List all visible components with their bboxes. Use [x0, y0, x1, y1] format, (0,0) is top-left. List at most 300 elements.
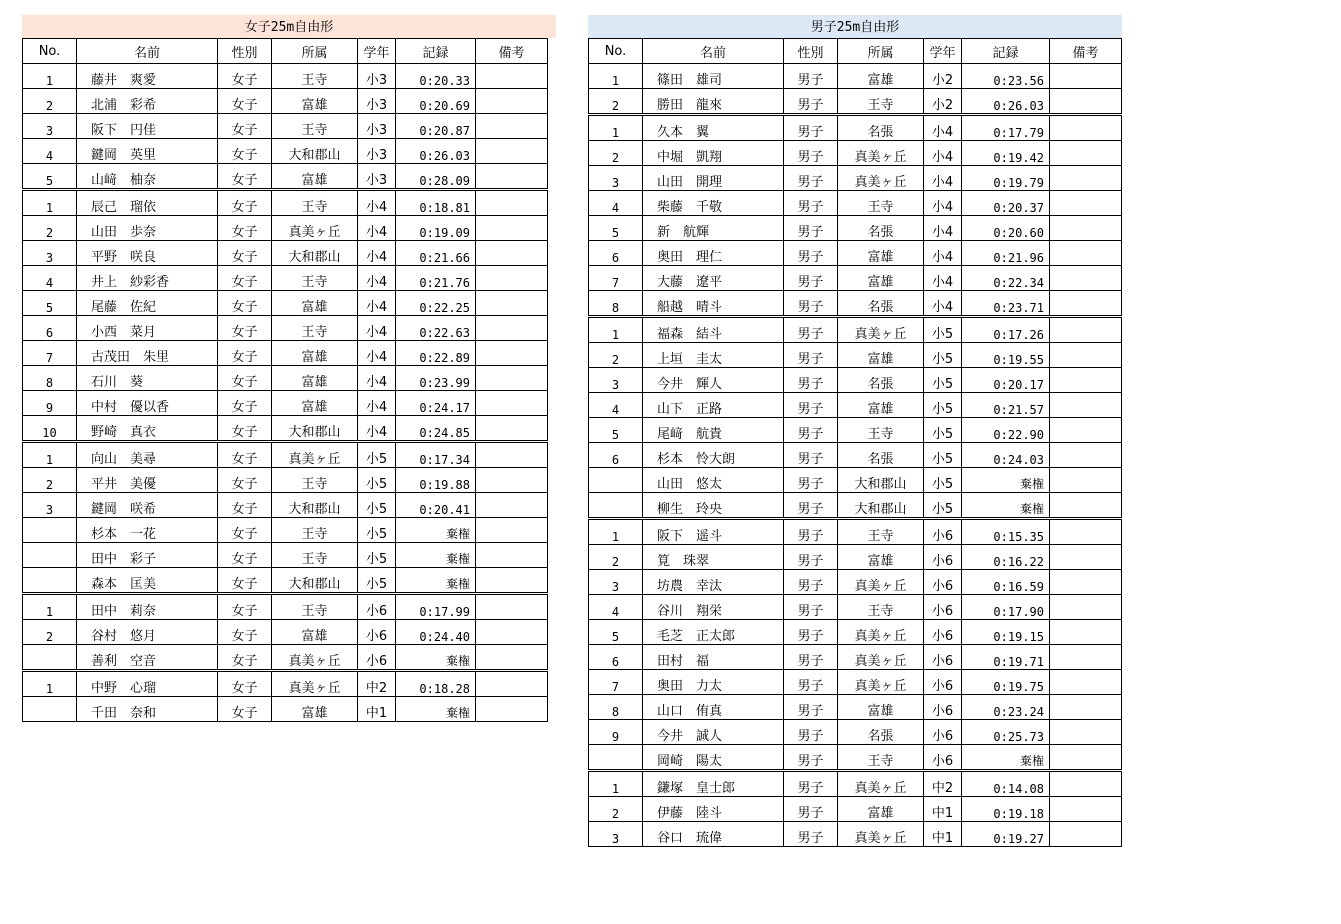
- cell-gender: 男子: [784, 343, 838, 368]
- cell-club: 大和郡山: [272, 568, 358, 594]
- cell-record: 0:28.09: [396, 164, 476, 190]
- cell-gender: 女子: [218, 291, 272, 316]
- cell-remark: [476, 468, 548, 493]
- cell-grade: 小4: [358, 190, 396, 216]
- cell-no: 6: [589, 443, 643, 468]
- cell-record: 0:24.85: [396, 416, 476, 442]
- cell-club: 富雄: [272, 89, 358, 114]
- cell-no: 8: [589, 291, 643, 317]
- cell-name: 鍵岡 咲希: [77, 493, 218, 518]
- cell-club: 富雄: [838, 545, 924, 570]
- cell-no: 2: [589, 545, 643, 570]
- cell-grade: 小5: [924, 317, 962, 343]
- cell-club: 富雄: [272, 620, 358, 645]
- cell-grade: 小6: [358, 645, 396, 671]
- cell-gender: 男子: [784, 115, 838, 141]
- cell-gender: 男子: [784, 720, 838, 745]
- cell-record: 0:21.66: [396, 241, 476, 266]
- table-row: [589, 745, 1122, 771]
- cell-record: 0:23.56: [962, 64, 1050, 89]
- cell-no: 2: [23, 89, 77, 114]
- cell-no: [23, 645, 77, 671]
- cell-remark: [1050, 493, 1122, 519]
- cell-club: 真美ヶ丘: [272, 216, 358, 241]
- cell-name: 阪下 円佳: [77, 114, 218, 139]
- cell-remark: [1050, 519, 1122, 545]
- cell-no: 1: [23, 671, 77, 697]
- cell-remark: [1050, 368, 1122, 393]
- cell-gender: 男子: [784, 822, 838, 847]
- cell-remark: [1050, 620, 1122, 645]
- cell-name: 山﨑 柚奈: [77, 164, 218, 190]
- cell-gender: 女子: [218, 164, 272, 190]
- cell-grade: 小5: [924, 368, 962, 393]
- cell-no: 6: [589, 241, 643, 266]
- girls-table-body: [23, 64, 548, 722]
- cell-club: 大和郡山: [272, 416, 358, 442]
- table-row: [589, 443, 1122, 468]
- cell-gender: 男子: [784, 64, 838, 89]
- cell-gender: 男子: [784, 645, 838, 670]
- table-row: [589, 89, 1122, 115]
- girls-results-table: [22, 38, 548, 722]
- cell-remark: [1050, 317, 1122, 343]
- cell-name: 奥田 理仁: [643, 241, 784, 266]
- cell-name: 尾藤 佐紀: [77, 291, 218, 316]
- cell-name: 石川 葵: [77, 366, 218, 391]
- cell-grade: 小4: [924, 141, 962, 166]
- cell-record: 0:21.76: [396, 266, 476, 291]
- table-row: [589, 64, 1122, 89]
- cell-remark: [1050, 595, 1122, 620]
- cell-name: 谷川 翔栄: [643, 595, 784, 620]
- cell-name: 伊藤 陸斗: [643, 797, 784, 822]
- boys-results-sheet: [588, 15, 1122, 847]
- cell-no: 2: [589, 343, 643, 368]
- cell-no: 7: [23, 341, 77, 366]
- table-row: [589, 620, 1122, 645]
- header-club: 所属: [838, 39, 924, 64]
- cell-club: 王寺: [838, 595, 924, 620]
- table-row: [23, 518, 548, 543]
- cell-grade: 小4: [358, 341, 396, 366]
- table-row: [23, 645, 548, 671]
- table-row: [589, 720, 1122, 745]
- cell-club: 富雄: [272, 291, 358, 316]
- cell-club: 真美ヶ丘: [272, 645, 358, 671]
- cell-club: 名張: [838, 443, 924, 468]
- cell-name: 谷村 悠月: [77, 620, 218, 645]
- header-gender: 性別: [784, 39, 838, 64]
- cell-club: 真美ヶ丘: [838, 166, 924, 191]
- cell-club: 名張: [838, 115, 924, 141]
- cell-name: 山田 悠太: [643, 468, 784, 493]
- cell-gender: 女子: [218, 697, 272, 722]
- cell-name: 船越 晴斗: [643, 291, 784, 317]
- table-row: [589, 595, 1122, 620]
- cell-grade: 中1: [924, 822, 962, 847]
- table-row: [589, 771, 1122, 797]
- cell-record: 0:19.09: [396, 216, 476, 241]
- table-row: [589, 317, 1122, 343]
- cell-record: 0:19.27: [962, 822, 1050, 847]
- cell-name: 篠田 雄司: [643, 64, 784, 89]
- cell-grade: 小6: [358, 620, 396, 645]
- cell-club: 大和郡山: [272, 493, 358, 518]
- cell-name: 柴藤 千敬: [643, 191, 784, 216]
- cell-name: 鍵岡 英里: [77, 139, 218, 164]
- cell-name: 阪下 遥斗: [643, 519, 784, 545]
- cell-remark: [476, 568, 548, 594]
- table-row: [589, 519, 1122, 545]
- table-row: [589, 695, 1122, 720]
- table-row: [23, 341, 548, 366]
- cell-gender: 女子: [218, 266, 272, 291]
- cell-remark: [476, 216, 548, 241]
- cell-no: [589, 468, 643, 493]
- cell-record: 0:24.40: [396, 620, 476, 645]
- cell-remark: [1050, 89, 1122, 115]
- cell-no: 4: [589, 393, 643, 418]
- cell-grade: 小4: [924, 291, 962, 317]
- cell-grade: 中2: [358, 671, 396, 697]
- cell-record: 0:25.73: [962, 720, 1050, 745]
- cell-grade: 小5: [358, 442, 396, 468]
- cell-gender: 女子: [218, 594, 272, 620]
- cell-gender: 女子: [218, 468, 272, 493]
- cell-club: 富雄: [272, 391, 358, 416]
- table-row: [589, 822, 1122, 847]
- cell-club: 富雄: [272, 697, 358, 722]
- cell-record: 0:26.03: [396, 139, 476, 164]
- cell-no: 2: [23, 620, 77, 645]
- cell-grade: 小5: [924, 393, 962, 418]
- cell-gender: 女子: [218, 391, 272, 416]
- cell-name: 福森 結斗: [643, 317, 784, 343]
- cell-name: 筧 珠翠: [643, 545, 784, 570]
- cell-gender: 女子: [218, 216, 272, 241]
- cell-grade: 小3: [358, 114, 396, 139]
- cell-no: 1: [23, 190, 77, 216]
- cell-club: 富雄: [272, 164, 358, 190]
- cell-grade: 小4: [924, 216, 962, 241]
- table-row: [23, 216, 548, 241]
- cell-record: 0:20.41: [396, 493, 476, 518]
- cell-grade: 小4: [358, 266, 396, 291]
- cell-record: 棄権: [396, 568, 476, 594]
- table-row: [589, 291, 1122, 317]
- cell-gender: 男子: [784, 141, 838, 166]
- cell-club: 名張: [838, 368, 924, 393]
- cell-no: 6: [23, 316, 77, 341]
- cell-record: 0:20.69: [396, 89, 476, 114]
- cell-club: 大和郡山: [838, 493, 924, 519]
- cell-name: 鎌塚 皇士郎: [643, 771, 784, 797]
- cell-remark: [1050, 822, 1122, 847]
- cell-record: 0:23.99: [396, 366, 476, 391]
- table-row: [23, 416, 548, 442]
- cell-grade: 小4: [924, 166, 962, 191]
- cell-record: 棄権: [396, 645, 476, 671]
- cell-club: 富雄: [838, 266, 924, 291]
- cell-name: 大藤 遼平: [643, 266, 784, 291]
- cell-no: [23, 518, 77, 543]
- cell-record: 0:19.15: [962, 620, 1050, 645]
- table-row: [23, 493, 548, 518]
- table-row: [589, 368, 1122, 393]
- cell-club: 真美ヶ丘: [838, 317, 924, 343]
- girls-header-row: [23, 39, 548, 64]
- cell-gender: 男子: [784, 443, 838, 468]
- cell-record: 0:22.89: [396, 341, 476, 366]
- cell-name: 今井 誠人: [643, 720, 784, 745]
- table-row: [589, 343, 1122, 368]
- cell-remark: [476, 671, 548, 697]
- table-row: [23, 316, 548, 341]
- cell-club: 真美ヶ丘: [838, 620, 924, 645]
- cell-no: 7: [589, 670, 643, 695]
- boys-results-table: [588, 38, 1122, 847]
- cell-grade: 小3: [358, 64, 396, 89]
- cell-remark: [1050, 393, 1122, 418]
- cell-grade: 小2: [924, 64, 962, 89]
- cell-club: 名張: [838, 720, 924, 745]
- cell-record: 0:17.79: [962, 115, 1050, 141]
- cell-gender: 女子: [218, 671, 272, 697]
- cell-name: 新 航輝: [643, 216, 784, 241]
- cell-grade: 小4: [924, 191, 962, 216]
- cell-club: 王寺: [838, 519, 924, 545]
- cell-gender: 男子: [784, 670, 838, 695]
- cell-grade: 小6: [924, 620, 962, 645]
- cell-club: 王寺: [838, 89, 924, 115]
- cell-remark: [1050, 468, 1122, 493]
- boys-header-row: [589, 39, 1122, 64]
- cell-name: 山田 開理: [643, 166, 784, 191]
- cell-club: 王寺: [272, 316, 358, 341]
- cell-gender: 男子: [784, 620, 838, 645]
- cell-club: 富雄: [272, 366, 358, 391]
- table-row: [23, 697, 548, 722]
- cell-grade: 小6: [924, 745, 962, 771]
- header-record: 記録: [962, 39, 1050, 64]
- cell-name: 田村 福: [643, 645, 784, 670]
- cell-club: 王寺: [272, 266, 358, 291]
- cell-remark: [476, 190, 548, 216]
- cell-grade: 小3: [358, 89, 396, 114]
- cell-record: 0:20.60: [962, 216, 1050, 241]
- cell-remark: [1050, 166, 1122, 191]
- cell-remark: [1050, 191, 1122, 216]
- cell-record: 0:19.55: [962, 343, 1050, 368]
- cell-no: 1: [589, 771, 643, 797]
- cell-grade: 小6: [924, 595, 962, 620]
- header-grade: 学年: [358, 39, 396, 64]
- cell-no: 5: [589, 418, 643, 443]
- cell-name: 坊農 幸汰: [643, 570, 784, 595]
- cell-gender: 男子: [784, 595, 838, 620]
- cell-name: 平野 咲良: [77, 241, 218, 266]
- cell-name: 奥田 力太: [643, 670, 784, 695]
- cell-remark: [476, 442, 548, 468]
- cell-record: 0:14.08: [962, 771, 1050, 797]
- cell-record: 0:24.03: [962, 443, 1050, 468]
- cell-gender: 女子: [218, 89, 272, 114]
- cell-record: 0:16.59: [962, 570, 1050, 595]
- cell-grade: 小4: [924, 266, 962, 291]
- cell-no: 8: [589, 695, 643, 720]
- table-row: [23, 543, 548, 568]
- cell-record: 棄権: [962, 745, 1050, 771]
- table-row: [589, 545, 1122, 570]
- cell-remark: [476, 291, 548, 316]
- cell-remark: [1050, 797, 1122, 822]
- cell-remark: [1050, 141, 1122, 166]
- cell-grade: 小6: [924, 645, 962, 670]
- cell-club: 大和郡山: [272, 139, 358, 164]
- cell-remark: [1050, 695, 1122, 720]
- cell-grade: 小6: [924, 720, 962, 745]
- cell-no: 1: [589, 115, 643, 141]
- cell-name: 岡崎 陽太: [643, 745, 784, 771]
- table-row: [589, 191, 1122, 216]
- cell-remark: [476, 89, 548, 114]
- cell-gender: 男子: [784, 89, 838, 115]
- cell-name: 杉本 一花: [77, 518, 218, 543]
- cell-gender: 男子: [784, 493, 838, 519]
- cell-record: 0:19.71: [962, 645, 1050, 670]
- cell-record: 0:26.03: [962, 89, 1050, 115]
- cell-remark: [476, 416, 548, 442]
- cell-record: 0:19.88: [396, 468, 476, 493]
- cell-remark: [1050, 570, 1122, 595]
- cell-no: 5: [589, 216, 643, 241]
- cell-remark: [476, 620, 548, 645]
- cell-name: 中村 優以香: [77, 391, 218, 416]
- cell-grade: 小4: [924, 115, 962, 141]
- cell-no: [23, 543, 77, 568]
- cell-record: 棄権: [962, 493, 1050, 519]
- cell-remark: [476, 366, 548, 391]
- cell-club: 富雄: [272, 341, 358, 366]
- cell-club: 真美ヶ丘: [838, 645, 924, 670]
- cell-remark: [1050, 291, 1122, 317]
- cell-record: 棄権: [396, 518, 476, 543]
- table-row: [589, 493, 1122, 519]
- cell-gender: 女子: [218, 416, 272, 442]
- cell-club: 王寺: [272, 64, 358, 89]
- cell-record: 0:21.57: [962, 393, 1050, 418]
- cell-gender: 男子: [784, 368, 838, 393]
- cell-remark: [1050, 771, 1122, 797]
- cell-no: 3: [23, 241, 77, 266]
- cell-grade: 小5: [924, 418, 962, 443]
- cell-record: 0:19.42: [962, 141, 1050, 166]
- cell-grade: 中1: [358, 697, 396, 722]
- cell-gender: 女子: [218, 64, 272, 89]
- cell-remark: [476, 645, 548, 671]
- cell-gender: 男子: [784, 166, 838, 191]
- cell-grade: 小5: [358, 518, 396, 543]
- cell-name: 小西 菜月: [77, 316, 218, 341]
- cell-grade: 小5: [924, 343, 962, 368]
- cell-record: 0:20.17: [962, 368, 1050, 393]
- cell-club: 富雄: [838, 343, 924, 368]
- table-row: [589, 797, 1122, 822]
- cell-name: 谷口 琉偉: [643, 822, 784, 847]
- cell-remark: [476, 697, 548, 722]
- cell-gender: 男子: [784, 291, 838, 317]
- table-row: [23, 139, 548, 164]
- cell-grade: 小5: [358, 543, 396, 568]
- cell-record: 0:17.90: [962, 595, 1050, 620]
- table-row: [589, 166, 1122, 191]
- cell-record: 0:18.28: [396, 671, 476, 697]
- cell-club: 王寺: [272, 468, 358, 493]
- cell-grade: 小5: [358, 568, 396, 594]
- cell-name: 平井 美優: [77, 468, 218, 493]
- table-row: [23, 89, 548, 114]
- table-row: [589, 468, 1122, 493]
- cell-no: 2: [23, 216, 77, 241]
- cell-gender: 男子: [784, 745, 838, 771]
- header-no: No.: [23, 39, 77, 64]
- cell-grade: 小5: [924, 468, 962, 493]
- cell-record: 0:16.22: [962, 545, 1050, 570]
- header-name: 名前: [77, 39, 218, 64]
- cell-no: 1: [23, 594, 77, 620]
- table-row: [23, 366, 548, 391]
- table-row: [23, 391, 548, 416]
- cell-remark: [1050, 745, 1122, 771]
- cell-remark: [1050, 64, 1122, 89]
- cell-club: 真美ヶ丘: [838, 670, 924, 695]
- table-row: [589, 645, 1122, 670]
- cell-no: 4: [589, 595, 643, 620]
- cell-remark: [1050, 418, 1122, 443]
- cell-grade: 小5: [924, 443, 962, 468]
- cell-remark: [476, 543, 548, 568]
- table-row: [23, 568, 548, 594]
- cell-gender: 男子: [784, 545, 838, 570]
- cell-grade: 小4: [358, 241, 396, 266]
- cell-no: 4: [23, 266, 77, 291]
- cell-grade: 小4: [358, 316, 396, 341]
- cell-club: 富雄: [838, 241, 924, 266]
- cell-record: 0:22.25: [396, 291, 476, 316]
- cell-gender: 男子: [784, 797, 838, 822]
- cell-name: 杉本 怜大朗: [643, 443, 784, 468]
- cell-gender: 男子: [784, 695, 838, 720]
- cell-record: 棄権: [396, 697, 476, 722]
- cell-name: 善利 空音: [77, 645, 218, 671]
- cell-name: 久本 翼: [643, 115, 784, 141]
- cell-club: 富雄: [838, 393, 924, 418]
- cell-no: 9: [589, 720, 643, 745]
- cell-record: 0:21.96: [962, 241, 1050, 266]
- cell-grade: 小2: [924, 89, 962, 115]
- cell-record: 0:23.24: [962, 695, 1050, 720]
- cell-gender: 女子: [218, 645, 272, 671]
- cell-record: 0:22.63: [396, 316, 476, 341]
- cell-club: 王寺: [272, 518, 358, 543]
- table-row: [23, 671, 548, 697]
- cell-grade: 中1: [924, 797, 962, 822]
- cell-grade: 小4: [358, 366, 396, 391]
- cell-name: 向山 美尋: [77, 442, 218, 468]
- cell-name: 柳生 玲央: [643, 493, 784, 519]
- table-row: [23, 442, 548, 468]
